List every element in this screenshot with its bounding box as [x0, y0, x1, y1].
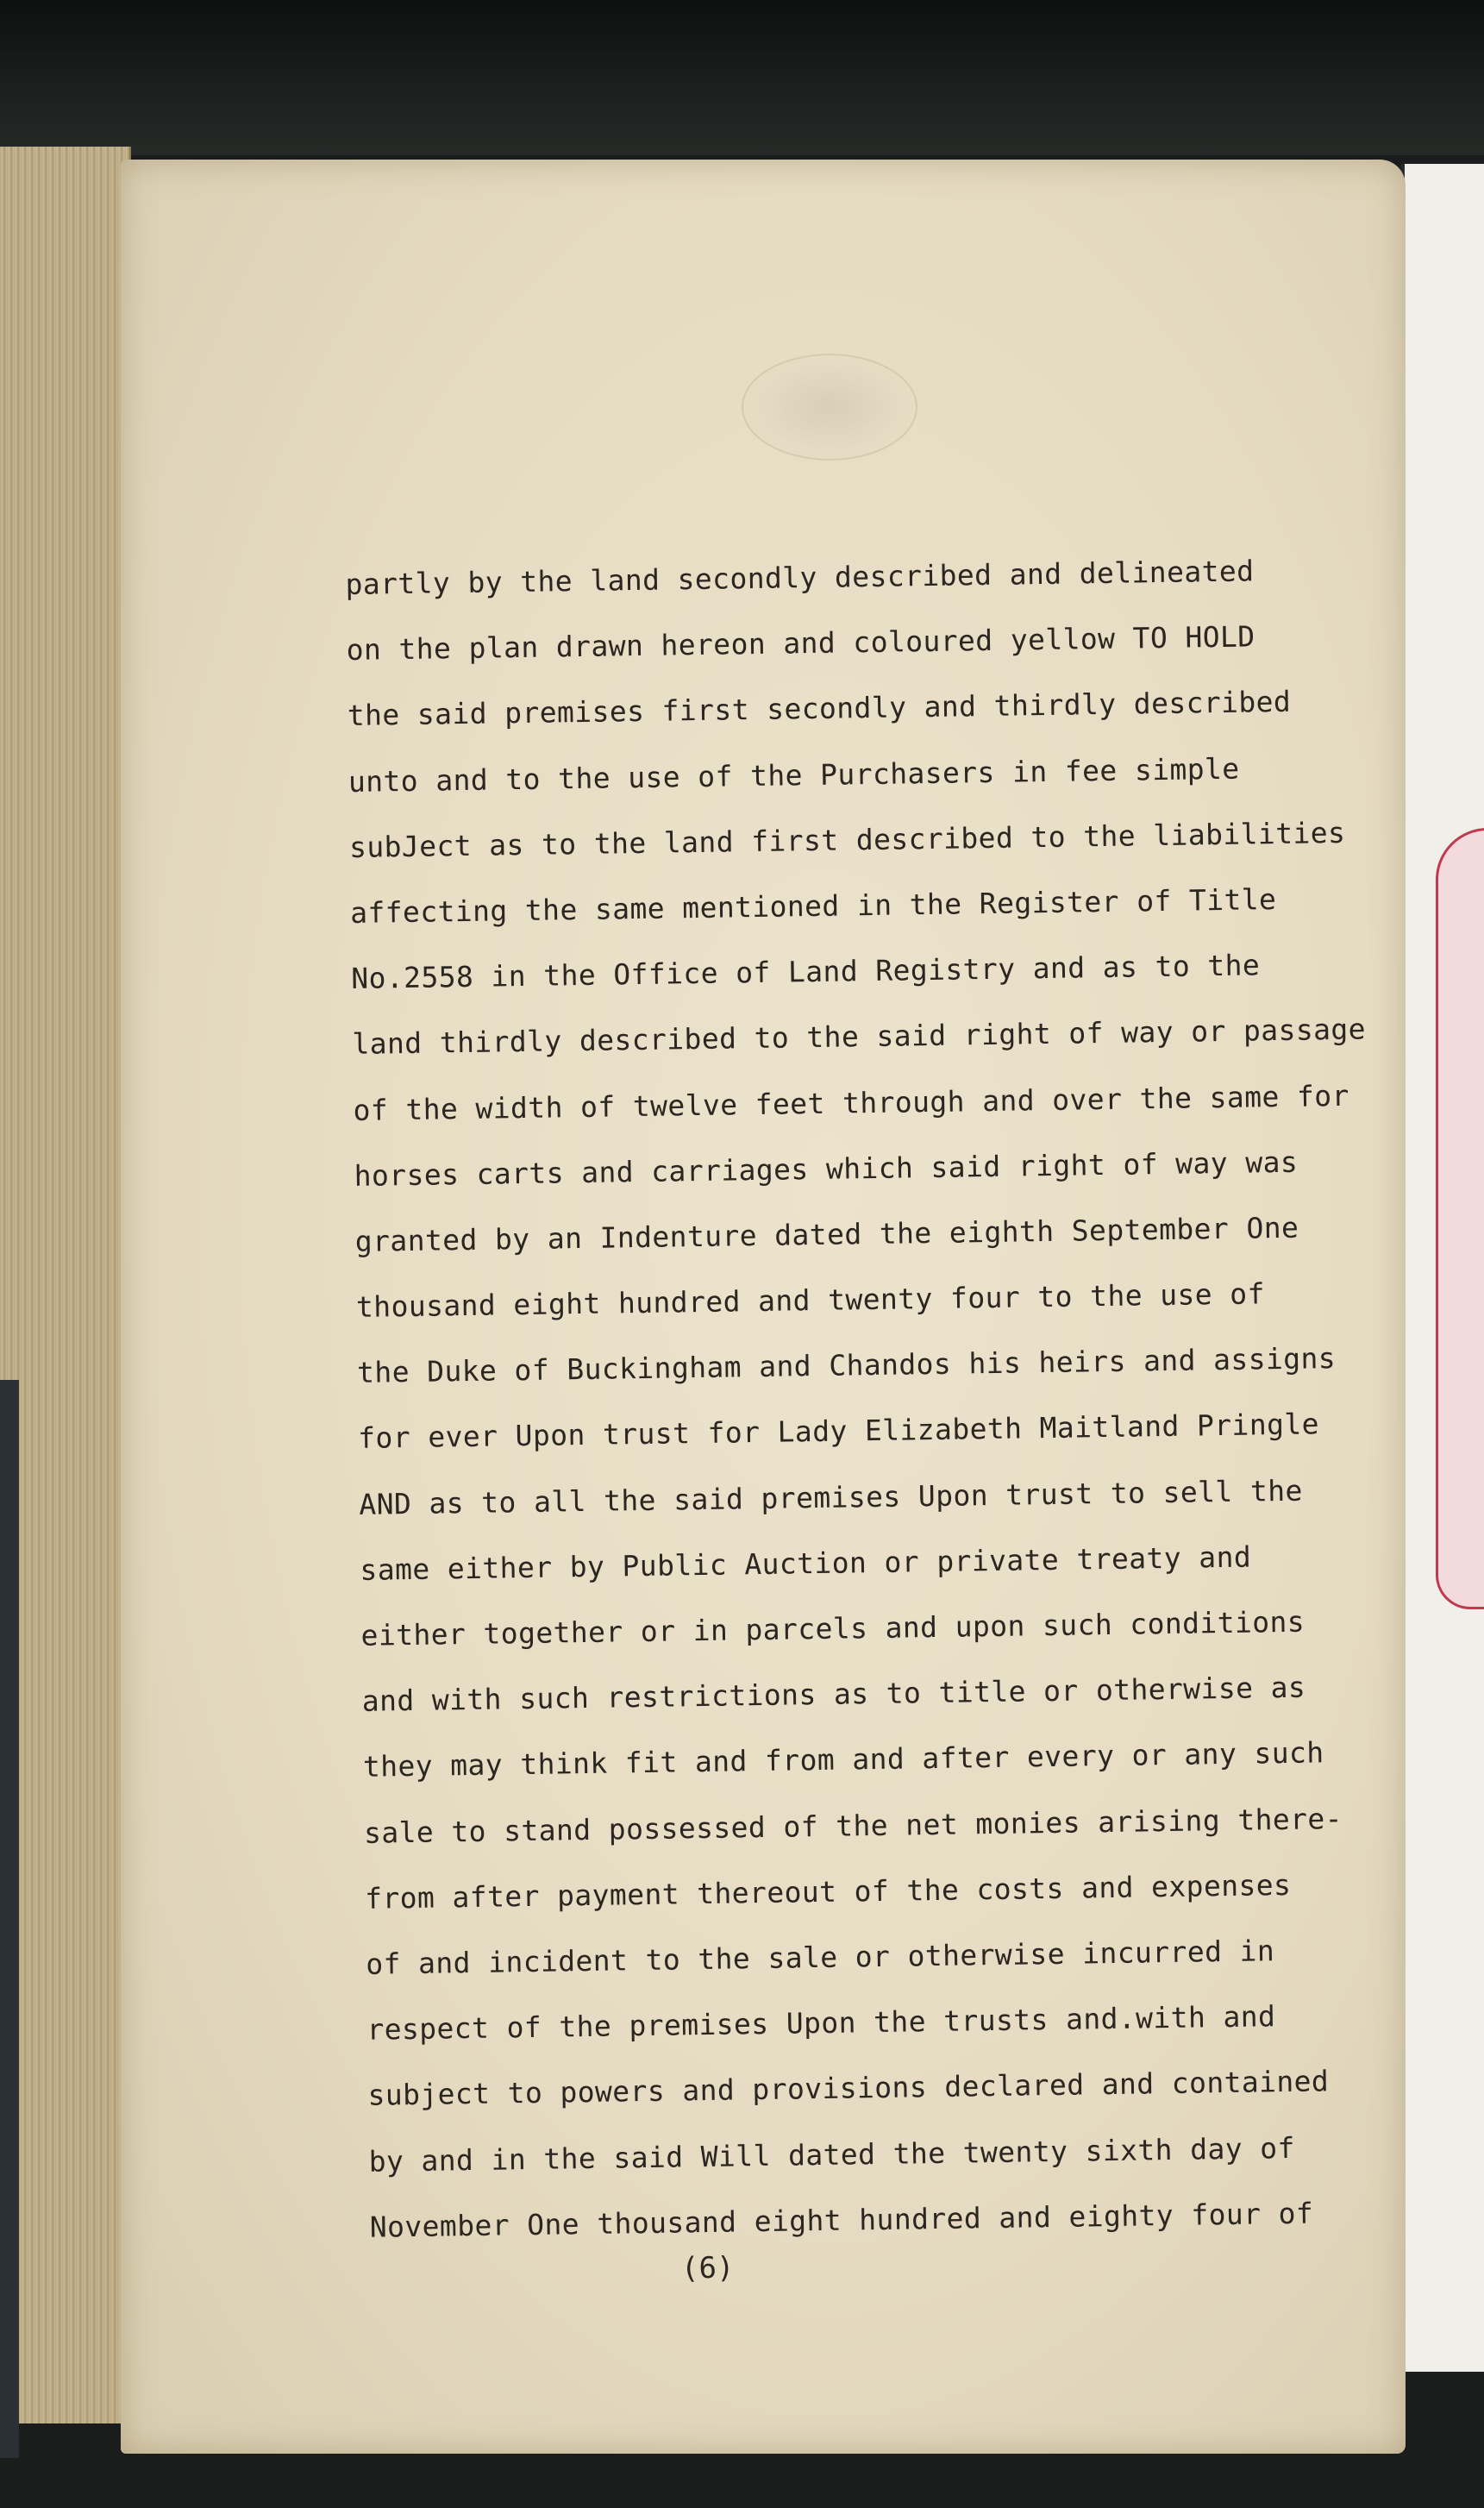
text-line: the Duke of Buckingham and Chandos his heirs and assigns: [356, 1341, 1337, 1390]
text-line: sale to stand possessed of the net monies arising there-: [363, 1801, 1343, 1850]
text-line: for ever Upon trust for Lady Elizabeth Maitland Pringle: [357, 1407, 1320, 1456]
text-line: horses carts and carriages which said right of way was: [354, 1144, 1299, 1193]
text-line: land thirdly described to the said right of way or passage: [352, 1012, 1367, 1062]
text-line: of and incident to the sale or otherwise incurred in: [366, 1934, 1275, 1981]
text-line: same either by Public Auction or private treaty and: [360, 1539, 1252, 1587]
text-line: thousand eight hundred and twenty four to the use of: [355, 1276, 1266, 1324]
text-line: they may think fit and from and after every or any such: [362, 1735, 1324, 1784]
text-line: either together or in parcels and upon such conditions: [360, 1604, 1306, 1652]
text-line: No.2558 in the Office of Land Registry and as to the: [351, 948, 1261, 996]
text-line: and with such restrictions as to title or otherwise as: [361, 1670, 1306, 1719]
book-page-edges: [0, 147, 131, 2423]
text-line: of the width of twelve feet through and over the same for: [353, 1078, 1350, 1127]
text-line: the said premises first secondly and thirdly described: [347, 685, 1292, 733]
embossed-seal-icon: [742, 354, 917, 461]
book-binding-top: [0, 0, 1484, 155]
text-line: by and in the said Will dated the twenty sixth day of: [368, 2130, 1296, 2179]
book-spine: [0, 1380, 19, 2458]
text-line: partly by the land secondly described and delineated: [345, 554, 1255, 601]
text-line: granted by an Indenture dated the eighth September One: [354, 1210, 1299, 1258]
text-line: November One thousand eight hundred and eighty four of: [369, 2196, 1314, 2244]
text-line: AND as to all the said premises Upon trust to sell the: [359, 1473, 1304, 1521]
plan-red-boundary: [1436, 828, 1484, 1609]
text-line: unto and to the use of the Purchasers in fee simple: [348, 751, 1240, 799]
document-text: [345, 536, 1405, 2260]
text-line: respect of the premises Upon the trusts and.with and: [366, 1999, 1276, 2047]
text-line: subJect as to the land first described to the liabilities: [348, 815, 1346, 864]
text-line: from after payment thereout of the costs and expenses: [364, 1867, 1292, 1915]
page-number: (6): [680, 2250, 735, 2286]
text-line: on the plan drawn hereon and coloured yellow TO HOLD: [346, 619, 1255, 668]
text-line: affecting the same mentioned in the Register of Title: [349, 881, 1277, 930]
text-line: subject to powers and provisions declared and contained: [367, 2064, 1330, 2113]
